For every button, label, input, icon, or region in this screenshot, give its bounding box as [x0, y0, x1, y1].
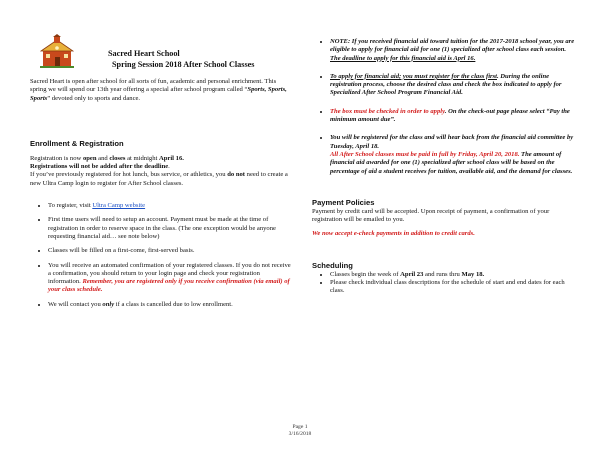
left-column — [30, 30, 292, 315]
payment-section — [312, 198, 578, 239]
list-item: • To register, visit Ultra Camp website — [48, 202, 292, 210]
financial-aid-notes — [312, 38, 578, 176]
document-page — [26, 30, 581, 448]
list-item: • NOTE: If you received financial aid toward tuition for the 2017-2018 school year, you are eligible to apply for financial aid for one (1) specialized after school class each session. The deadline to apply for this financial aid is Aprl 16. — [330, 38, 578, 63]
scheduling-heading: Scheduling — [312, 260, 353, 270]
payment-heading: Payment Policies — [312, 197, 375, 207]
enrollment-section — [30, 139, 292, 309]
list-item: • Please check individual class descriptions for the schedule of start and end dates for each class. — [330, 279, 578, 296]
footer-date: 3/16/2018 — [288, 430, 312, 437]
list-item: • We will contact you only if a class is cancelled due to low enrollment. — [48, 301, 292, 309]
deadline-note: Registrations will not be added after the deadline. — [30, 163, 170, 171]
list-item: • To apply for financial aid; you must register for the class first. During the online registration process, choose the desired class and check the box indicated to apply for Specialized After School Program Financial Aid. — [330, 73, 578, 98]
list-item: • Classes begin the week of April 23 and runs thru May 18. — [330, 271, 578, 279]
scheduling-section — [312, 261, 578, 296]
login-note: If you’ve previously registered for hot lunch, bus service, or athletics, you do not need to create a new Ultra Camp login to register for After School classes. — [30, 171, 288, 187]
list-item: • You will receive an automated confirmation of your registered classes. If you do not receive a confirmation, you should return to your login page and check your registration information. Remember, you are registered only if you receive confirmation (via email) of your class schedule. — [48, 262, 292, 295]
registration-steps — [30, 202, 292, 309]
page-footer — [0, 424, 600, 437]
scheduling-list — [312, 271, 578, 296]
list-item: • First time users will need to setup an account. Payment must be made at the time of registration in order to reserve space in the class. (The one exception would be anyone requesting financial aid… see note below) — [48, 216, 292, 241]
echeck-note: We now accept e-check payments in addition to credit cards. — [312, 230, 475, 238]
list-item: • You will be registered for the class and will hear back from the financial aid committee by Tuesday, April 18. All After School classes must be paid in full by Friday, April 20, 2018. The amount of financial aid awarded for one (1) specialized after school class will be based on the percentage of aid a student receives for tuition, available aid, and the demand for classes. — [330, 134, 578, 175]
document-header — [30, 30, 292, 72]
confirmation-warning: Remember, you are registered only if you receive confirmation (via email) of your class schedule. — [48, 278, 290, 294]
right-column — [312, 30, 578, 302]
list-item: • The box must be checked in order to apply. On the check-out page please select “Pay the minimum amount due”. — [330, 108, 578, 125]
program-name: Sports, Sports, Sports — [30, 86, 287, 102]
schoolhouse-icon — [40, 34, 74, 68]
school-title: Sacred Heart School — [108, 49, 180, 58]
payment-text: Payment by credit card will be accepted. Upon receipt of payment, a confirmation of your registration will be emailed to you. — [312, 207, 550, 224]
list-item: • Classes will be filled on a first-come, first-served basis. — [48, 247, 292, 255]
page-number: Page 1 — [292, 424, 308, 430]
ultra-camp-link[interactable]: Ultra Camp website — [92, 202, 146, 210]
intro-paragraph: Sacred Heart is open after school for all sorts of fun, academic and personal enrichment. This spring we will spend our 13th year offering a special after school program called “Sports, Sports, Sports” devoted only to sports and dance. — [30, 78, 287, 102]
registration-status: Registration is now open and closes at midnight April 16. — [30, 154, 184, 162]
enrollment-heading: Enrollment & Registration — [30, 138, 124, 148]
page-title: Spring Session 2018 After School Classes — [112, 60, 255, 69]
